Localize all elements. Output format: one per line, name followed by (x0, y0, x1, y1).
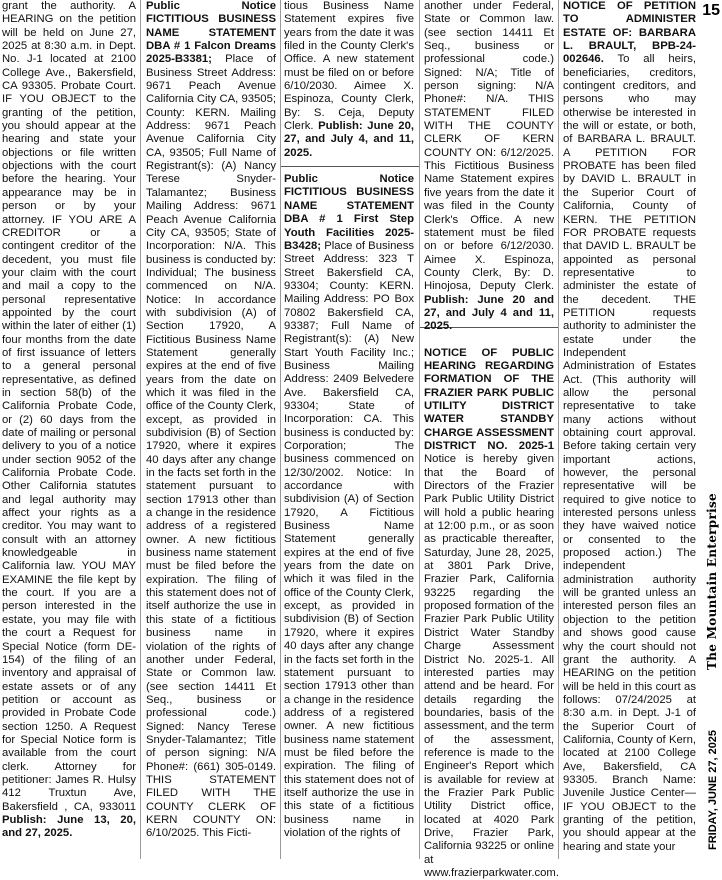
column-2 (146, 0, 276, 851)
issue-date: FRIDAY, JUNE 27, 2025 (707, 729, 719, 850)
page-number: 15 (702, 2, 720, 19)
column-1 (2, 0, 136, 851)
notice-body: grant the authority. A HEARING on the petition will be held on June 27, 2025 at 8:30 a.m. in Dept. No. J-1 located at 2100 College Ave., Bakersfield, CA 93305. Probate Court. IF YOU OBJECT to the granting of the petition, you should appear at the hearing and state your objections or file written objections with the court before the hearing. Your appearance may be in person or by your attorney. IF YOU ARE A CREDITOR or a contingent creditor of the decedent, you must file your claim with the court and mail a copy to the personal representative appointed by the court within the later of either (1) four months from the date of first issuance of letters to a general personal representative, as defined in section 58(b) of the California Probate Code, or (2) 60 days from the date of mailing or personal delivery to you of a notice under section 9052 of the California Probate Code. Other California statutes and legal authority may affect your rights as a creditor. You may want to consult with an attorney knowledgeable in California law. YOU MAY EXAMINE the file kept by the court. If you are a person interested in the estate, you may file with the court a Request for Special Notice (form DE-154) of the filing of an inventory and appraisal of estate assets or of any petition or account as provided in Probate Code section 1250. A Request for Special Notice form is available from the court clerk. Attorney for petitioner: James R. Hulsy 412 Truxtun Ave, Bakersfield , CA, 933011 (2, 0, 136, 813)
column-divider (280, 0, 281, 859)
column-4 (424, 0, 559, 879)
publish-dates: Publish: June 13, 20, and 27, 2025. (2, 813, 136, 840)
page-sidebar (702, 190, 718, 850)
notice-body: tious Business Name Statement expires five years from the date it was filed in the County Clerk's Office. A new statement must be filed on or before 6/10/2030. Aimee X. Espinoza, County Clerk, By: S. Ceja, Deputy Clerk. (284, 0, 414, 133)
publish-dates: Publish: June 20, 27, and July 4, and 11, 2025. (284, 120, 414, 159)
probate-petition-notice (563, 0, 696, 854)
notice-heading: Public Notice FICTITIOUS BUSINESS NAME STATEMENT DBA # 1 Falcon Dreams 2025-B3381; (146, 0, 276, 66)
notice-heading: Public Notice FICTITIOUS BUSINESS NAME STATEMENT DBA # 1 First Step Youth Facilities 2025-B3428; (284, 173, 414, 252)
column-5 (563, 0, 696, 851)
column-divider (558, 0, 559, 859)
notice-body: another under Federal, State or Common law. (see section 14411 Et Seq., business or professional code.) Signed: N/A; Title of person signing: N/A Phone#: N/A. THIS STATEMENT FILED WITH THE COUNTY CLERK OF KERN COUNTY ON: 6/12/2025. This Fictitious Business Name Statement expires five years from the date it was filed in the County Clerk's Office. A new statement must be filed on or before 6/12/2030. Aimee X. Espinoza, County Clerk, By: D. Hinojosa, Deputy Clerk. (424, 0, 554, 293)
fictitious-business-notice (146, 0, 276, 841)
notice-body: To all heirs, beneficiaries, creditors, contingent creditors, and persons who may otherwise be interested in the will or estate, or both, of BARBARA L. BRAULT. A PETITION FOR PROBATE has been filed by DAVID L. BRAULT in the Superior Court of California, County of KERN. THE PETITION FOR PROBATE requests that DAVID L. BRAULT be appointed as personal representative to administer the estate of the decedent. THE PETITION requests authority to administer the estate under the Independent Administration of Estates Act. (This authority will allow the personal representative to take many actions without obtaining court approval. Before taking certain very important actions, however, the personal representative will be required to give notice to interested persons unless they have waived notice or consented to the proposed action.) The independent administration authority will be granted unless an interested person files an objection to the petition and shows good cause why the court should not grant the authority. A HEARING on the petition will be held in this court as follows: 07/24/2025 at 8:30 a.m. in Dept. J-1 of the Superior Court of California, County of Kern, located at 2100 College Ave, Bakersfield, CA 93305. Branch Name: Juvenile Justice Center— IF YOU OBJECT to the granting of the petition, you should appear at the hearing and state your (563, 53, 697, 853)
column-divider (419, 0, 420, 859)
column-3 (284, 0, 414, 851)
notice-continuation-text (2, 0, 136, 841)
notice-continuation-text (284, 0, 414, 160)
notice-body: Notice is hereby given that the Board of Directors of the Frazier Park Public Utility District will hold a public hearing at 12:00 p.m., or as soon as practicable thereafter, Saturday, June 28, 2025, at 3801 Park Drive, Frazier Park, California 93225 regarding the proposed formation of the Frazier Park Public Utility District Water Standby Charge Assessment District No. 2025-1. All interested parties may attend and be heard. For details regarding the boundaries, basis of the assessment, and the term of the assessment, reference is made to the Engineer's Report which is available for review at the Frazier Park Public Utility District office, located at 4020 Park Drive, Frazier Park, California 93225 or online at www.frazierparkwater.com. (424, 453, 559, 879)
notice-continuation-text (424, 0, 554, 334)
public-hearing-notice (424, 346, 559, 880)
notice-heading: NOTICE OF PUBLIC HEARING REGARDING FORMATION OF THE FRAZIER PARK PUBLIC UTILITY DISTRICT WATER STANDBY CHARGE ASSESSMENT DISTRICT NO. 2025-1 (424, 346, 554, 452)
fictitious-business-notice (284, 173, 414, 840)
newspaper-name: The Mountain Enterprise (705, 493, 719, 670)
notice-heading: NOTICE OF PETITION TO ADMINISTER ESTATE OF: BARBARA L. BRAULT, BPB-24-002646. (563, 0, 696, 66)
notice-body: Place of Business Street Address: 9671 Peach Avenue California City CA, 93505; County: KERN. Mailing Address: 9671 Peach Avenue California City CA, 93505; Full Name of Registrant(s): (A) Nancy Terese Snyder-Talamantez; Business Mailing Address: 9671 Peach Avenue California City CA, 93505; State of Incorporation: N/A. This business is conducted by: Individual; The business commenced on N/A. Notice: In accordance with subdivision (A) of Section 17920, A Fictitious Business Name Statement generally expires at the end of five years from the date on which it was filed in the office of the County Clerk, except, as provided in subdivision (B) of Section 17920, where it expires 40 days after any change in the facts set forth in the statement pursuant to section 17913 other than a change in the residence address of a registered owner. A new fictitious business name statement must be filed before the expiration. The filing of this statement does not of itself authorize the use in this state of a fictitious business name in violation of the rights of another under Federal, State or Common law. (see section 14411 Et Seq., business or professional code.) Signed: Nancy Terese Snyder-Talamantez; Title of person signing: N/A Phone#: (661) 305-0149. THIS STATEMENT FILED WITH THE COUNTY CLERK OF KERN COUNTY ON: 6/10/2025. This Ficti- (146, 53, 276, 840)
notice-body: Place of Business Street Address: 323 T Street Bakersfield CA, 93304; County: KERN. Mailing Address: PO Box 70802 Bakersfield CA, 93387; Full Name of Registrant(s): (A) New Start Youth Facility Inc.; Business Mailing Address: 2409 Belvedere Ave. Bakersfield CA, 93304; State of Incorporation: CA. This business is conducted by: Corporation; The business commenced on 12/30/2002. Notice: In accordance with subdivision (A) of Section 17920, A Fictitious Business Name Statement generally expires at the end of five years from the date on which it was filed in the office of the County Clerk, except, as provided in subdivision (B) of Section 17920, where it expires 40 days after any change in the facts set forth in the statement pursuant to section 17913 other than a change in the residence address of a registered owner. A new fictitious business name statement must be filed before the expiration. The filing of this statement does not of itself authorize the use in this state of a fictitious business name in violation of the rights of (284, 239, 414, 839)
column-divider (140, 0, 141, 859)
publish-dates: Publish: June 20 and 27, and July 4 and 11, 2025. (424, 293, 554, 333)
